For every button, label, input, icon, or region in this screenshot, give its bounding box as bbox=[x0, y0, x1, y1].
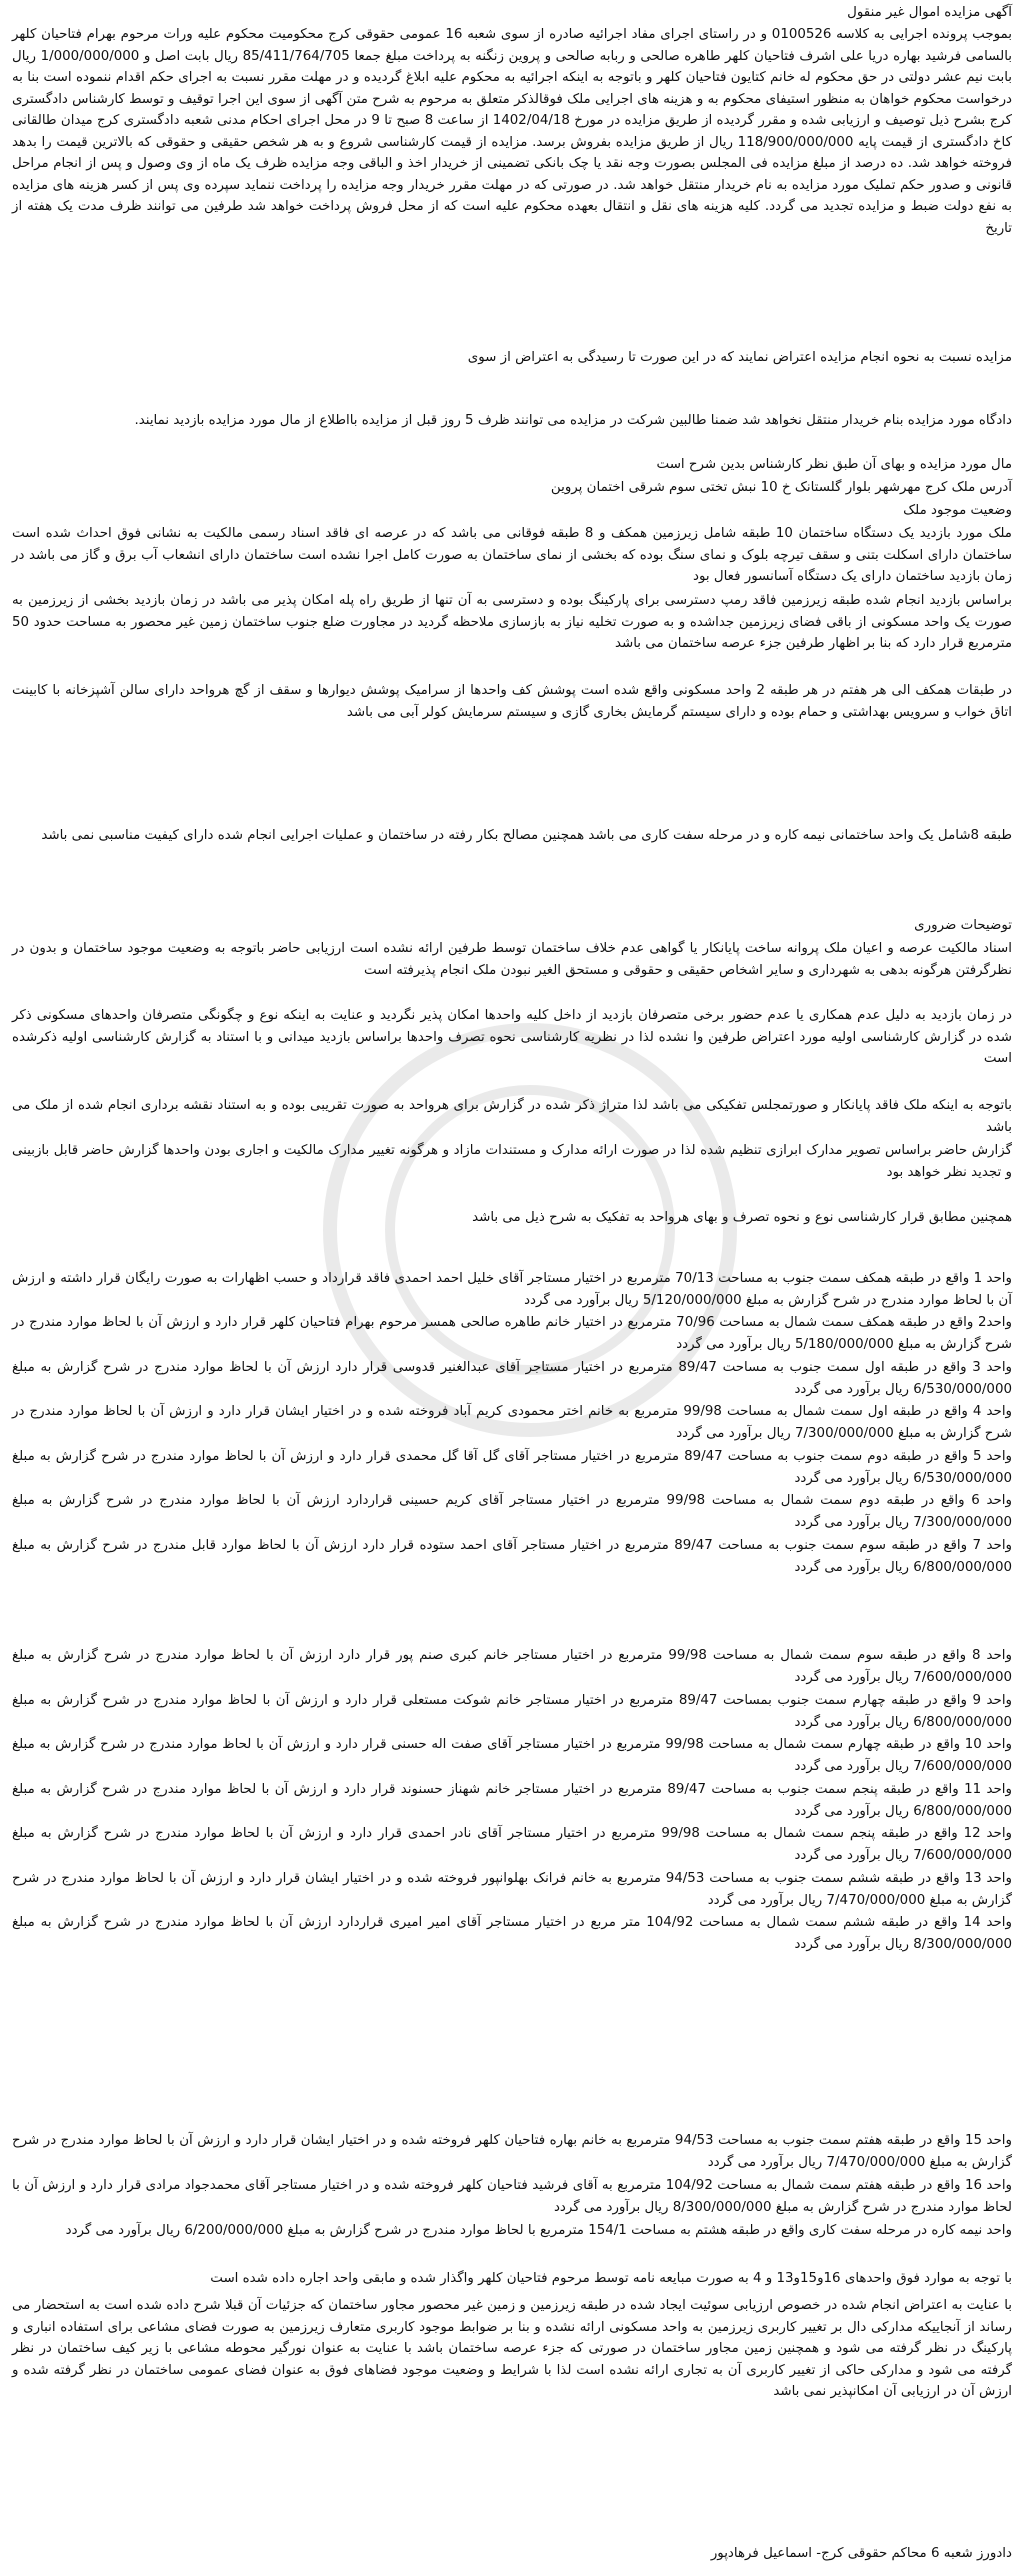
unit-5: واحد 5 واقع در طبقه دوم سمت جنوب به مساحت 89/47 مترمربع در اختیار مستاجر آقای گل آقا گل محمدی قرار دارد و ارزش آن با لحاظ موارد مندرج در شرح گزارش به مبلغ 6/530/000/000 ریال برآورد می گردد bbox=[12, 1449, 1013, 1486]
explanation-paragraph-2: در زمان بازدید به دلیل عدم همکاری یا عدم حضور برخی متصرفان بازدید از داخل کلیه واحدها امکان پذیر نگردید و عنایت به اینکه نوع و چگونگی متصرفان واحدهای مسکونی ذکر شده در گزارش کارشناسی اولیه مورد اعتراض طرفین وا نشده لذا در نظریه کارشناسی نحوه تصرف واحدها براساس بازدید میدانی و با استناد به گزارش کارشناسی اولیه ذکرشده است bbox=[12, 1008, 1012, 1066]
property-address: آدرس ملک کرج مهرشهر بلوار گلستانک خ 10 نبش تختی سوم شرقی اختمان پروین bbox=[550, 480, 1012, 495]
unit-13: واحد 13 واقع در طبقه ششم سمت جنوب به مساحت 94/53 مترمربع به خانم فرانک بهلوانپور فروخته شده و در اختیار ایشان قرار دارد و ارزش آن با لحاظ موارد مندرج در شرح گزارش به مبلغ 7/470/000/000 ریال برآورد می گردد bbox=[12, 1871, 1012, 1908]
explanations-heading: توضیحات ضروری bbox=[914, 918, 1012, 933]
unit-12: واحد 12 واقع در طبقه پنجم سمت شمال به مساحت 99/98 مترمربع در اختیار مستاجر آقای نادر احمدی قرار دارد و ارزش آن با لحاظ موارد مندرج در شرح گزارش به مبلغ 7/600/000/000 ریال برآورد می گردد bbox=[12, 1826, 1013, 1863]
explanation-paragraph-4: گزارش حاضر براساس تصویر مدارک ابرازی تنظیم شده لذا در صورت ارائه مدارک و مستندات مازاد و هرگونه تغییر مدارک مالکیت و اجاری بودن واحدها گزارش حاضر قابل بازبینی و تجدید نظر خواهد بود bbox=[12, 1143, 1012, 1180]
unit-2: واحد2 واقع در طبقه همکف سمت شمال به مساحت 70/96 مترمربع در اختیار خانم طاهره صالحی همسر مرحوم بهرام فتاحیان کلهر قرار دارد و ارزش آن با لحاظ موارد مندرج در شرح گزارش به مبلغ 5/180/000/000 ریال برآورد می گردد bbox=[12, 1315, 1012, 1352]
status-paragraph-3: در طبقات همکف الی هر هفتم در هر طبقه 2 واحد مسکونی واقع شده است پوشش کف واحدها از سرامیک پوشش دیوارها و سقف از گچ هرواحد دارای سالن آشپزخانه با کابینت اتاق خواب و سرویس بهداشتی و حمام بوده و دارای سیستم گرمایش بخاری گازی و سیستم سرمایش کولر آبی می باشد bbox=[12, 683, 1012, 720]
explanation-paragraph-3: باتوجه به اینکه ملک فاقد پایانکار و صورتمجلس تفکیکی می باشد لذا متراژ ذکر شده در گزارش برای هرواحد به صورت تقریبی بوده و به استناد نقشه برداری انجام شده از ملک می باشد bbox=[12, 1098, 1012, 1135]
signature-line: دادورز شعبه 6 محاکم حقوقی کرج- اسماعیل فرهادپور bbox=[710, 2546, 1012, 2561]
unit-15: واحد 15 واقع در طبقه هفتم سمت جنوب به مساحت 94/53 مترمربع به خانم بهاره فتاحیان کلهر فروخته شده و در اختیار ایشان قرار دارد و ارزش آن با لحاظ موارد مندرج در شرح گزارش به مبلغ 7/470/000/000 ریال برآورد می گردد bbox=[12, 2133, 1012, 2170]
floor-8-paragraph: طبقه 8شامل یک واحد ساختمانی نیمه کاره و در مرحله سفت کاری می باشد همچنین مصالح بکار رفته در ساختمان و عملیات اجرایی انجام شده دارای کیفیت مناسبی نمی باشد bbox=[41, 828, 1012, 843]
explanation-paragraph-5: همچنین مطابق قرار کارشناسی نوع و نحوه تصرف و بهای هرواحد به تفکیک به شرح ذیل می باشد bbox=[472, 1210, 1012, 1225]
unit-1: واحد 1 واقع در طبقه همکف سمت جنوب به مساحت 70/13 مترمربع در اختیار مستاجر آقای خلیل احمد احمدی فاقد قرارداد و حسب اظهارات به صورت رایگان قرار داشته و ارزش آن با لحاظ موارد مندرج در شرح گزارش به مبلغ 5/120/000/000 ریال برآورد می گردد bbox=[12, 1271, 1012, 1308]
notice-title: آگهی مزایده اموال غیر منقول bbox=[847, 5, 1012, 20]
unit-7: واحد 7 واقع در طبقه سوم سمت جنوب به مساحت 89/47 مترمربع در اختیار مستاجر آقای احمد ستوده قرار دارد ارزش آن با لحاظ موارد قابل مندرج در شرح گزارش به مبلغ 6/800/000/000 ریال برآورد می گردد bbox=[12, 1538, 1013, 1575]
unit-partial-floor-8: واحد نیمه کاره در مرحله سفت کاری واقع در طبقه هشتم به مساحت 154/1 مترمربع با لحاظ موارد مندرج در شرح گزارش به مبلغ 6/200/000/000 ریال برآورد می گردد bbox=[65, 2223, 1012, 2238]
final-paragraph: با عنایت به اعتراض انجام شده در خصوص ارزیابی سوئیت ایجاد شده در طبقه زیرزمین و زمین غیر محصور مجاور ساختمان که جزئیات آن قبلا شرح داده شده است به استحضار می رساند از آنجاییکه مدارکی دال بر تغییر کاربری زیرزمین به واحد مسکونی ارائه نشده و بنا بر ضوابط موجود کاربری متعارف زیرزمین به صورت فضای مشاعی برای استفاده انباری و پارکینگ در نظر گرفته می شود و همچنین زمین مجاور ساختمان در صورتی که جزء عرصه ساختمان باشد با عنایت به عنوان نورگیر محوطه مشاعی با زیر کیف ساختمان در نظر گرفته می شود و مدارکی حاکی از تغییر کاربری آن به تجاری ارائه نشده است لذا با شرایط و وضعیت موجود فضاهای فوق به عنوان فضای عمومی ساختمان در نظر گرفته شده و ارزش آن در ارزیابی آن امکانپذیر نمی باشد bbox=[12, 2298, 1012, 2399]
unit-16: واحد 16 واقع در طبقه هفتم سمت شمال به مساحت 104/92 مترمربع به آقای فرشید فتاحیان کلهر فروخته شده و در اختیار مستاجر آقای محمدجواد مرادی قرار دارد و ارزش آن با لحاظ موارد مندرج در شرح گزارش به مبلغ 8/300/000/000 ریال برآورد می گردد bbox=[12, 2178, 1013, 2215]
unit-3: واحد 3 واقع در طبقه اول سمت جنوب به مساحت 89/47 مترمربع در اختیار مستاجر آقای عبدالغنیر قدوسی قرار دارد ارزش آن با لحاظ موارد مندرج در شرح گزارش به مبلغ 6/530/000/000 ریال برآورد می گردد bbox=[12, 1360, 1013, 1397]
status-paragraph-2: براساس بازدید انجام شده طبقه زیرزمین فاقد رمپ دسترسی برای پارکینگ بوده و دسترسی به آن تنها از طریق راه پله امکان پذیر می باشد در زمان بازدید بخشی از زیرزمین به صورت یک واحد مسکونی از باقی فضای زیرزمین جداشده و به صورت تخلیه نیاز به بازسازی ملاحظه گردید در مجاورت ضلع جنوب ساختمان زمین غیر محصور به مساحت حدود 50 مترمربع قرار دارد که بنا بر اظهار طرفین جزء عرصه ساختمان می باشد bbox=[12, 593, 1012, 651]
property-heading: مال مورد مزایده و بهای آن طبق نظر کارشناس بدین شرح است bbox=[656, 457, 1012, 472]
court-note: دادگاه مورد مزایده بنام خریدار منتقل نخواهد شد ضمنا طالبین شرکت در مزایده می توانند ظرف 5 روز قبل از مزایده بااطلاع از مال مورد مزایده بازدید نمایند. bbox=[134, 413, 1012, 428]
unit-4: واحد 4 واقع در طبقه اول سمت شمال به مساحت 99/98 مترمربع به خانم اختر محمودی کریم آباد فروخته شده و در اختیار ایشان قرار دارد و ارزش آن با لحاظ موارد مندرج در شرح گزارش به مبلغ 7/300/000/000 ریال برآورد می گردد bbox=[12, 1404, 1013, 1441]
status-paragraph-1: ملک مورد بازدید یک دستگاه ساختمان 10 طبقه شامل زیرزمین همکف و 8 طبقه فوقانی می باشد که در عرصه ای فاقد اسناد رسمی مالکیت به نشانی فوق احداث شده است ساختمان دارای اسکلت بتنی و سقف تیرچه بلوک و نمای سنگ بوده که بخشی از نمای ساختمان به صورت کامل اجرا نشده است ساختمان دارای انشعاب آب برق و گاز می باشد در زمان بازدید ساختمان دارای یک دستگاه آسانسور فعال بود bbox=[12, 526, 1012, 584]
unit-9: واحد 9 واقع در طبقه چهارم سمت جنوب بمساحت 89/47 مترمربع در اختیار مستاجر خانم شوکت مستعلی قرار دارد و ارزش آن با لحاظ موارد مندرج در شرح گزارش به مبلغ 6/800/000/000 ریال برآورد می گردد bbox=[12, 1693, 1013, 1730]
status-heading: وضعیت موجود ملک bbox=[903, 503, 1012, 518]
unit-11: واحد 11 واقع در طبقه پنجم سمت جنوب به مساحت 89/47 مترمربع در اختیار مستاجر خانم شهناز حسنوند قرار دارد و ارزش آن با لحاظ موارد مندرج در شرح گزارش به مبلغ 6/800/000/000 ریال برآورد می گردد bbox=[12, 1782, 1012, 1819]
unit-14: واحد 14 واقع در طبقه ششم سمت شمال به مساحت 104/92 متر مربع در اختیار مستاجر آقای امیر امیری قراردارد ارزش آن با لحاظ موارد مندرج در شرح گزارش به مبلغ 8/300/000/000 ریال برآورد می گردد bbox=[12, 1915, 1012, 1952]
units-note: با توجه به موارد فوق واحدهای 16و15و13 و 4 به صورت مبایعه نامه توسط مرحوم فتاحیان کلهر واگذار شده و مابقی واحد اجاره داده شده است bbox=[210, 2271, 1012, 2286]
intro-paragraph: بموجب پرونده اجرایی به کلاسه 0100526 و در راستای اجرای مفاد اجرائیه صادره از سوی شعبه 16 عمومی حقوقی کرج محکومیت محکوم علیه ورات مرحوم بهرام فتاحیان کلهر بالسامی فرشید بهاره دریا علی اشرف فتاحیان کلهر طاهره صالحی و ربابه صالحی و پروین زنگنه به پرداخت مبلغ جمعا 85/411/764/705 ریال بابت اصل و 1/000/000/000 ریال بابت نیم عشر دولتی در حق محکوم له خانم کتایون فتاحیان کلهر و باتوجه به اینکه اجرائیه به محکوم علیه ابلاغ گردیده و در مهلت مقرر نسبت به اجرای حکم اقدام ننموده است بنا به درخواست محکوم خواهان به منظور استیفای محکوم به و هزینه های اجرایی ملک فوقالذکر متعلق به مرحوم به شرح متن آگهی از سوی این اجرا توقیف و توسط کارشناس دادگستری کرج بشرح ذیل توصیف و ارزیابی شده و مقرر گردیده از طریق مزایده در مورخ 1402/04/18 از ساعت 8 صبح تا 9 در محل اجرای احکام مدنی شعبه دادگستری کرج میدان طالقانی کاخ دادگستری از قیمت پایه 118/900/000/000 ریال از طریق مزایده بفروش برسد. مزایده از قیمت کارشناسی شروع و به هر شخص حقیقی و حقوقی که بالاترین قیمت را بدهد فروخته خواهد شد. ده درصد از مبلغ مزایده فی المجلس بصورت وجه نقد یا چک بانکی تضمینی از خریدار اخذ و الباقی وجه مزایده ظرف یک ماه از وی وصول و پس از انجام مراحل قانونی و صدور حکم تملیک مورد مزایده به نام خریدار منتقل خواهد شد. در صورتی که در مهلت مقرر خریدار وجه مزایده را پرداخت ننماید سپرده وی پس از کسر هزینه های مزایده به نفع دولت ضبط و مزایده تجدید می گردد. کلیه هزینه های نقل و انتقال بعهده محکوم علیه است که از محل فروش پرداخت خواهد شد طرفین می توانند ظرف مدت یک هفته از تاریخ bbox=[12, 27, 1013, 236]
explanation-paragraph-1: اسناد مالکیت عرصه و اعیان ملک پروانه ساخت پایانکار یا گواهی عدم خلاف ساختمان توسط طرفین ارائه نشده است ارزیابی حاضر باتوجه به وضعیت موجود ساختمان و بدون در نظرگرفتن هرگونه بدهی به شهرداری و سایر اشخاص حقیقی و حقوقی و مستحق الغیر نبودن ملک انجام پذیرفته است bbox=[12, 941, 1012, 978]
unit-10: واحد 10 واقع در طبقه چهارم سمت شمال به مساحت 99/98 مترمربع در اختیار مستاجر آقای صفت اله حسنی قرار دارد و ارزش آن با لحاظ موارد مندرج در شرح گزارش به مبلغ 7/600/000/000 ریال برآورد می گردد bbox=[12, 1737, 1012, 1774]
objection-line: مزایده نسبت به نحوه انجام مزایده اعتراض نمایند که در این صورت تا رسیدگی به اعتراض از سوی bbox=[467, 350, 1012, 365]
unit-8: واحد 8 واقع در طبقه سوم سمت شمال به مساحت 99/98 مترمربع در اختیار مستاجر خانم کبری صنم پور قرار دارد ارزش آن با لحاظ موارد مندرج در شرح گزارش به مبلغ 7/600/000/000 ریال برآورد می گردد bbox=[12, 1648, 1012, 1685]
unit-6: واحد 6 واقع در طبقه دوم سمت شمال به مساحت 99/98 مترمربع در اختیار مستاجر آقای کریم حسینی قراردارد ارزش آن با لحاظ موارد مندرج در شرح گزارش به مبلغ 7/300/000/000 ریال برآورد می گردد bbox=[12, 1493, 1012, 1530]
